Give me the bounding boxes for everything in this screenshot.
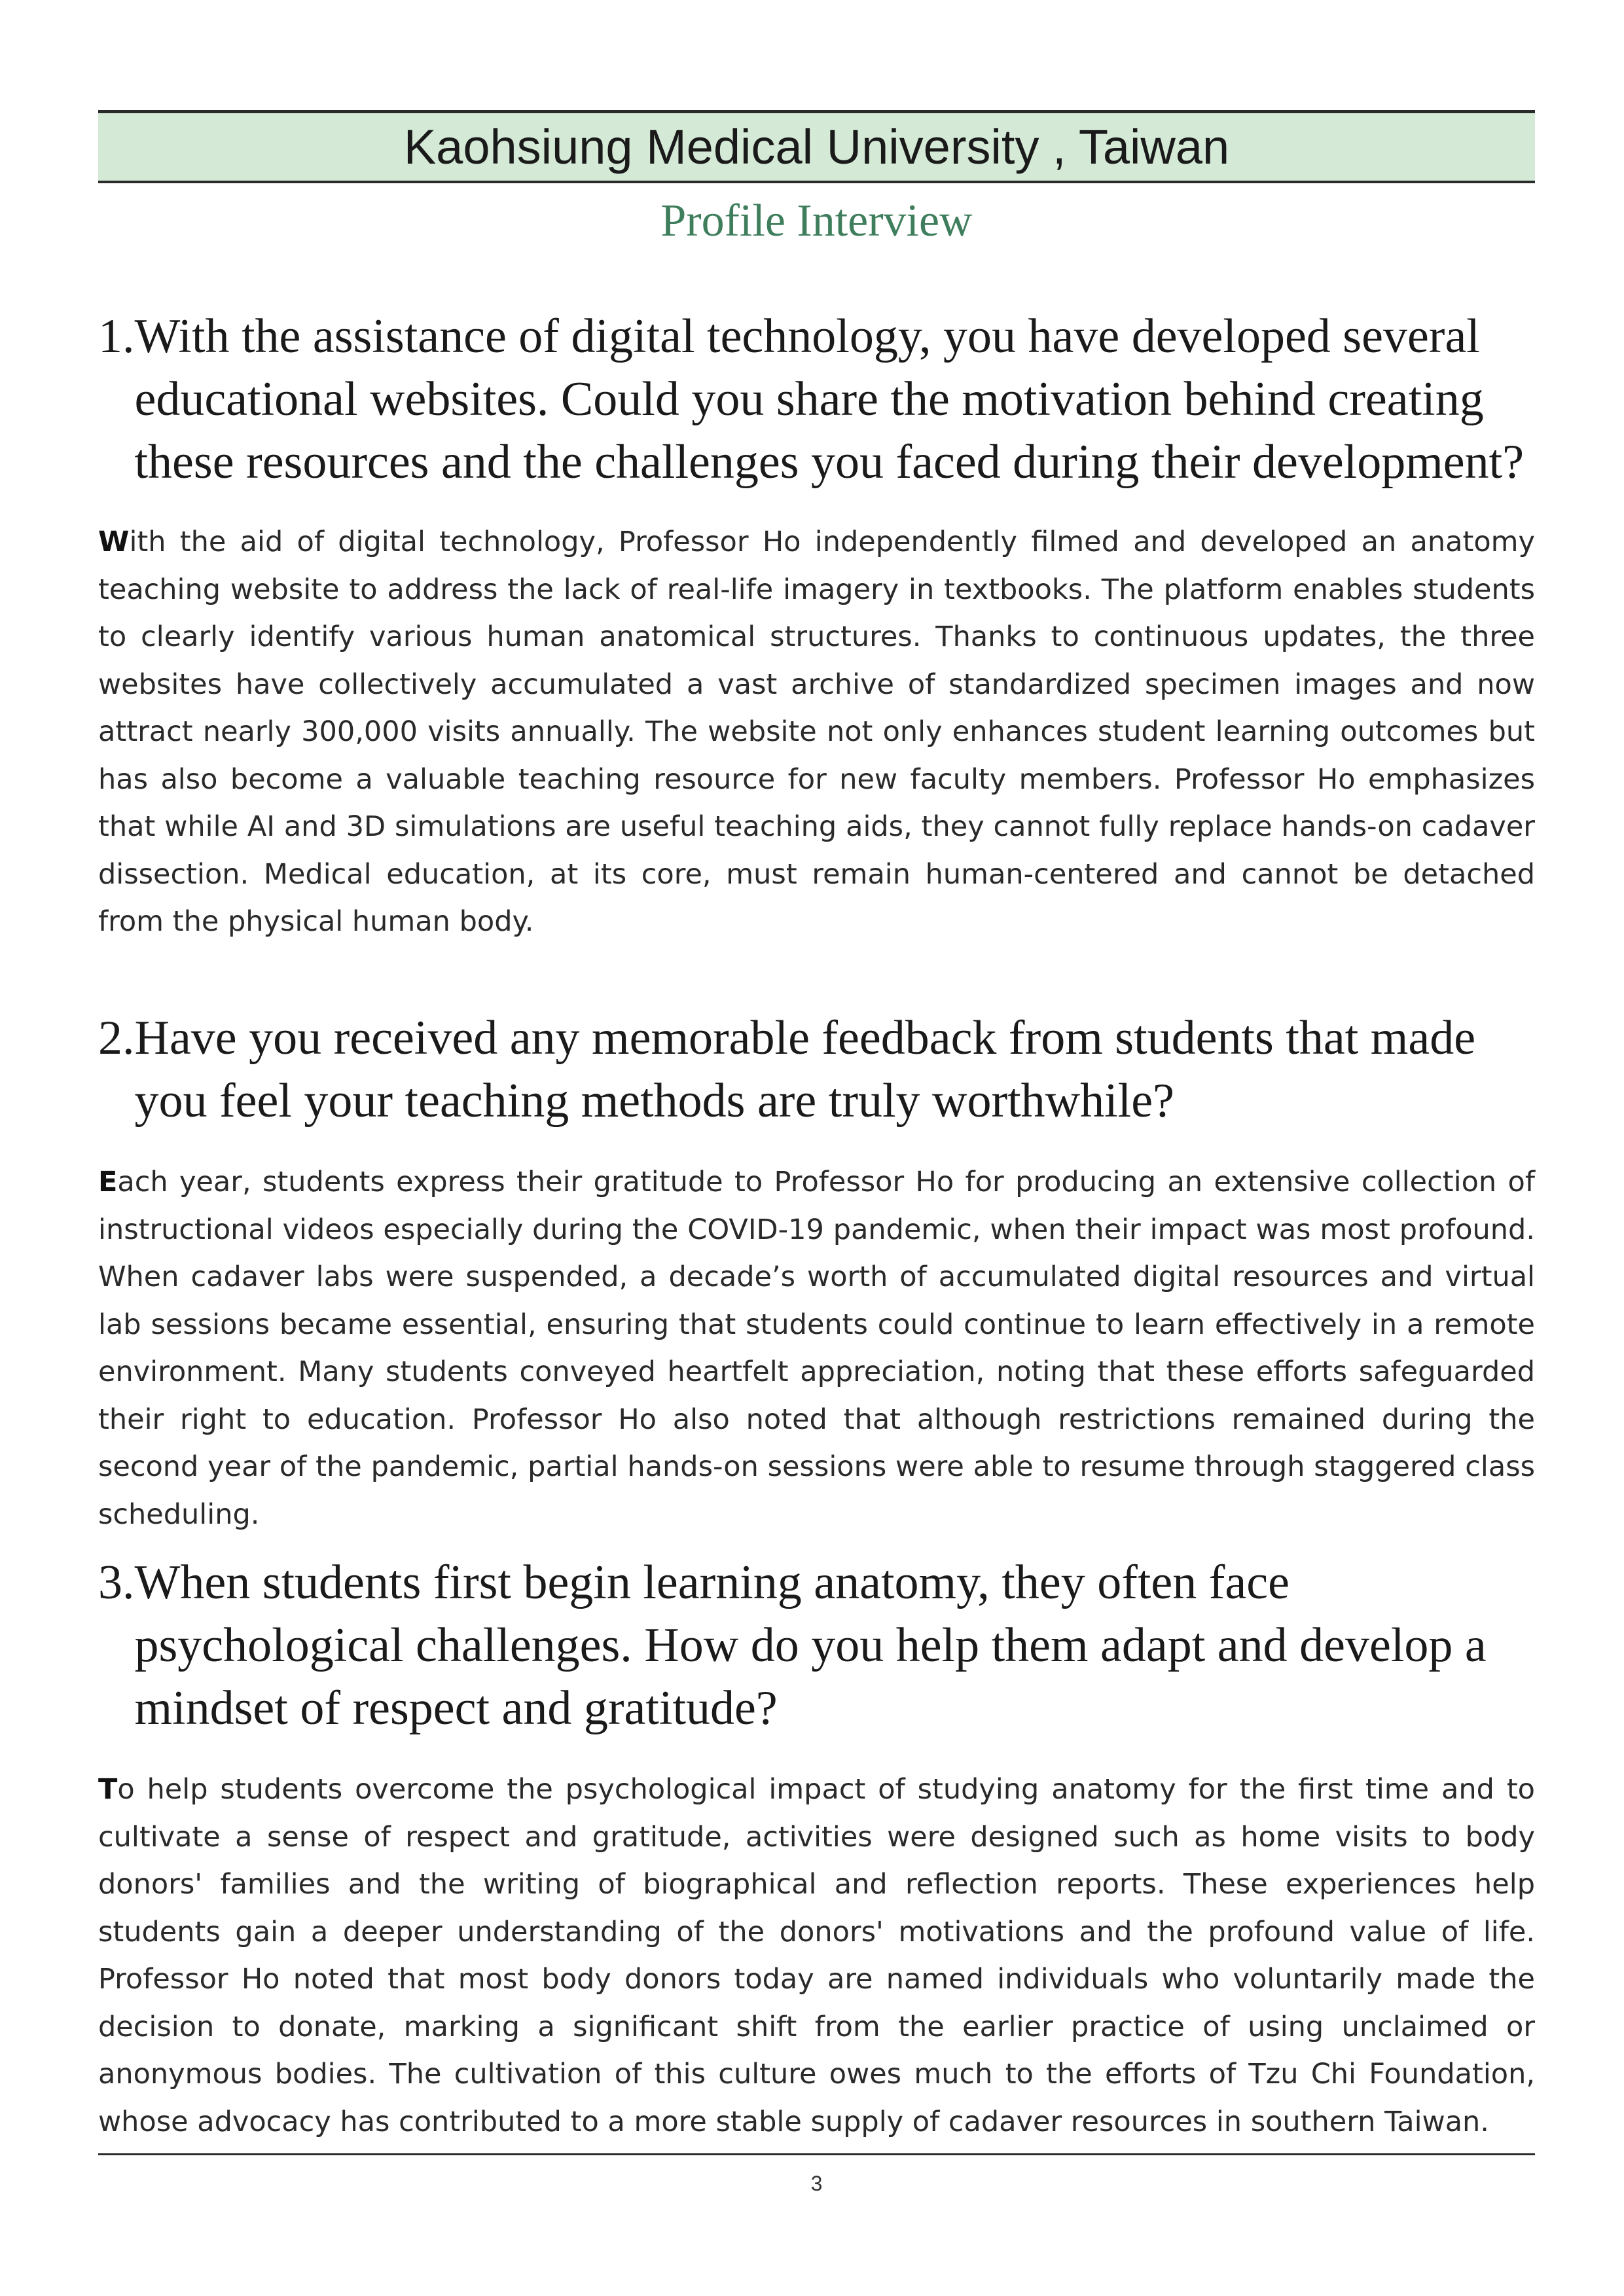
- question-text: With the assistance of digital technology, you have developed several educational websites. Could you share the motivation behind creating these resources and the challenges you faced during their development?: [134, 310, 1525, 489]
- question-text: When students first begin learning anatomy, they often face psychological challenges. How do you help them adapt and develop a mindset of respect and gratitude?: [134, 1556, 1487, 1735]
- interview-section-2: [98, 1007, 1535, 1538]
- answer-1: [98, 518, 1535, 946]
- answer-initial: E: [98, 1166, 118, 1198]
- answer-text: o help students overcome the psychological impact of studying anatomy for the first time and to cultivate a sense of respect and gratitude, activities were designed such as home visits to body donors' families and the writing of biographical and reflection reports. These experiences help students gain a deeper understanding of the donors' motivations and the profound value of life. Professor Ho noted that most body donors today are named individuals who voluntarily made the decision to donate, marking a significant shift from the earlier practice of using unclaimed or anonymous bodies. The cultivation of this culture owes much to the efforts of Tzu Chi Foundation, whose advocacy has contributed to a more stable supply of cadaver resources in southern Taiwan.: [98, 1773, 1535, 2138]
- answer-text: ach year, students express their gratitude to Professor Ho for producing an extensive collection of instructional videos especially during the COVID-19 pandemic, when their impact was most profound. When cadaver labs were suspended, a decade’s worth of accumulated digital resources and virtual lab sessions became essential, ensuring that students could continue to learn effectively in a remote environment. Many students conveyed heartfelt appreciation, noting that these efforts safeguarded their right to education. Professor Ho also noted that although restrictions remained during the second year of the pandemic, partial hands-on sessions were able to resume through staggered class scheduling.: [98, 1166, 1535, 1531]
- answer-initial: W: [98, 526, 130, 558]
- page-subtitle: Profile Interview: [660, 196, 973, 246]
- question-number: 1.: [98, 310, 135, 363]
- answer-3: [98, 1766, 1535, 2145]
- footer-divider: [98, 2153, 1535, 2155]
- interview-section-1: [98, 305, 1535, 946]
- header-band: [98, 110, 1535, 183]
- interview-section-3: [98, 1551, 1535, 2145]
- document-page: [98, 0, 1535, 2296]
- answer-text: ith the aid of digital technology, Professor Ho independently filmed and developed an anatomy teaching website to address the lack of real-life imagery in textbooks. The platform enables students to clearly identify various human anatomical structures. Thanks to continuous updates, the three websites have collectively accumulated a vast archive of standardized specimen images and now attract nearly 300,000 visits annually. The website not only enhances student learning outcomes but has also become a valuable teaching resource for new faculty members. Professor Ho emphasizes that while AI and 3D simulations are useful teaching aids, they cannot fully replace hands-on cadaver dissection. Medical education, at its core, must remain human-centered and cannot be detached from the physical human body.: [98, 526, 1535, 938]
- question-number: 3.: [98, 1556, 135, 1609]
- header-title: Kaohsiung Medical University , Taiwan: [403, 119, 1230, 174]
- question-1: [98, 305, 1535, 493]
- page-number: 3: [810, 2172, 823, 2195]
- answer-initial: T: [98, 1773, 118, 1806]
- answer-2: [98, 1158, 1535, 1538]
- question-text: Have you received any memorable feedback from students that made you feel your teaching methods are truly worthwhile?: [134, 1011, 1476, 1128]
- question-3: [98, 1551, 1535, 1740]
- question-2: [98, 1007, 1535, 1132]
- question-number: 2.: [98, 1011, 135, 1065]
